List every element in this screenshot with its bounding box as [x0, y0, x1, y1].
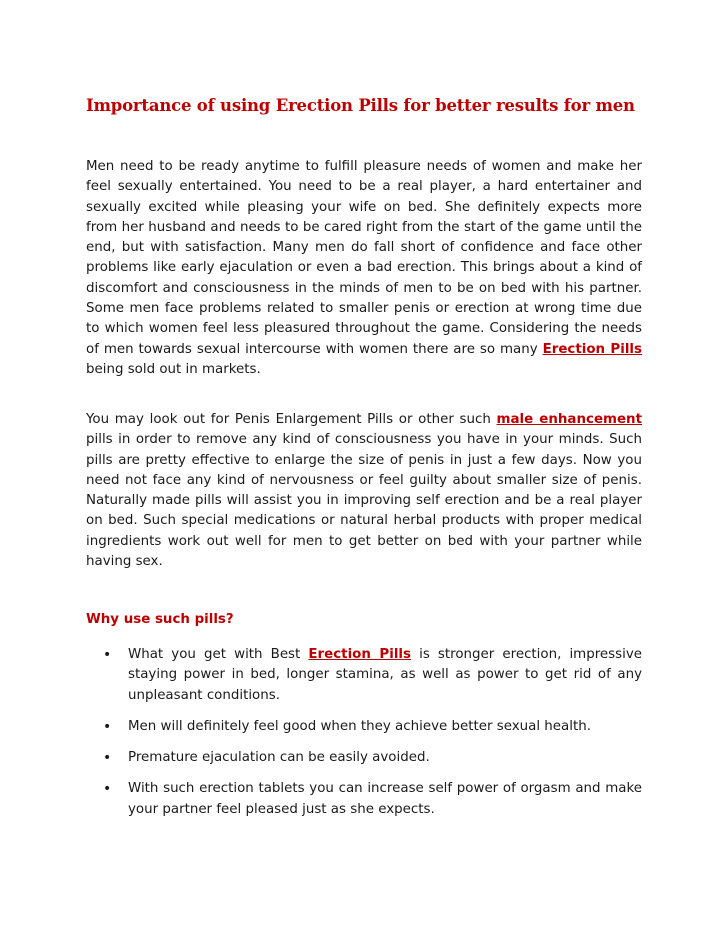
list-item — [86, 779, 642, 820]
bullet-text-end: is stronger erection, impressive staying power in bed, longer stamina, as well as power to get rid of any unpleasant conditions. — [128, 647, 642, 703]
bullet-text: With such erection tablets you can increase self power of orgasm and make your partner feel pleased just as she expects. — [128, 781, 642, 817]
intro-text: Men need to be ready anytime to fulfill pleasure needs of women and make her feel sexually entertained. You need to be a real player, a hard entertainer and sexually excited while pleasing your wife on bed. She definitely expects more from her husband and needs to be cared right from the start of the game until the end, but with satisfaction. Many men do fall short of confidence and face other problems like early ejaculation or even a bad erection. This brings about a kind of discomfort and consciousness in the minds of men to be on bed with his partner. Some men face problems related to smaller penis or erection at wrong time due to which women feel less pleasured throughout the game. Considering the needs of men towards sexual intercourse with women there are so many — [86, 159, 642, 357]
bullet-text: What you get with Best — [128, 647, 309, 662]
intro-paragraph — [86, 157, 642, 380]
bullet-text: Premature ejaculation can be easily avoided. — [128, 750, 430, 766]
enlargement-text: You may look out for Penis Enlargement Pills or other such — [86, 412, 497, 427]
bullet-icon: • — [103, 750, 112, 767]
intro-text-end: being sold out in markets. — [86, 361, 261, 377]
bullet-icon: • — [103, 781, 112, 798]
bullet-icon: • — [103, 647, 112, 663]
list-item — [86, 717, 642, 737]
section-heading: Why use such pills? — [86, 612, 234, 627]
male-enhancement-link[interactable]: male enhancement — [496, 412, 642, 427]
enlargement-paragraph — [86, 410, 642, 572]
document-title: Importance of using Erection Pills for better results for men — [86, 96, 635, 115]
best-erection-pills-link[interactable]: Erection Pills — [308, 647, 411, 662]
bullet-text: Men will definitely feel good when they achieve better sexual health. — [128, 718, 591, 734]
bullet-icon: • — [103, 718, 112, 735]
list-item — [86, 645, 642, 706]
enlargement-text-end: pills in order to remove any kind of consciousness you have in your minds. Such pills are pretty effective to enlarge the size of penis in just a few days. Now you need not face any kind of nervousness or feel guilty about smaller size of penis. Naturally made pills will assist you in improving self erection and be a real player on bed. Such special medications or natural herbal products with proper medical ingredients work out well for men to get better on bed with your partner while having sex. — [86, 432, 642, 570]
list-item — [86, 748, 642, 768]
benefits-list — [86, 645, 642, 831]
erection-pills-link[interactable]: Erection Pills — [542, 341, 642, 357]
